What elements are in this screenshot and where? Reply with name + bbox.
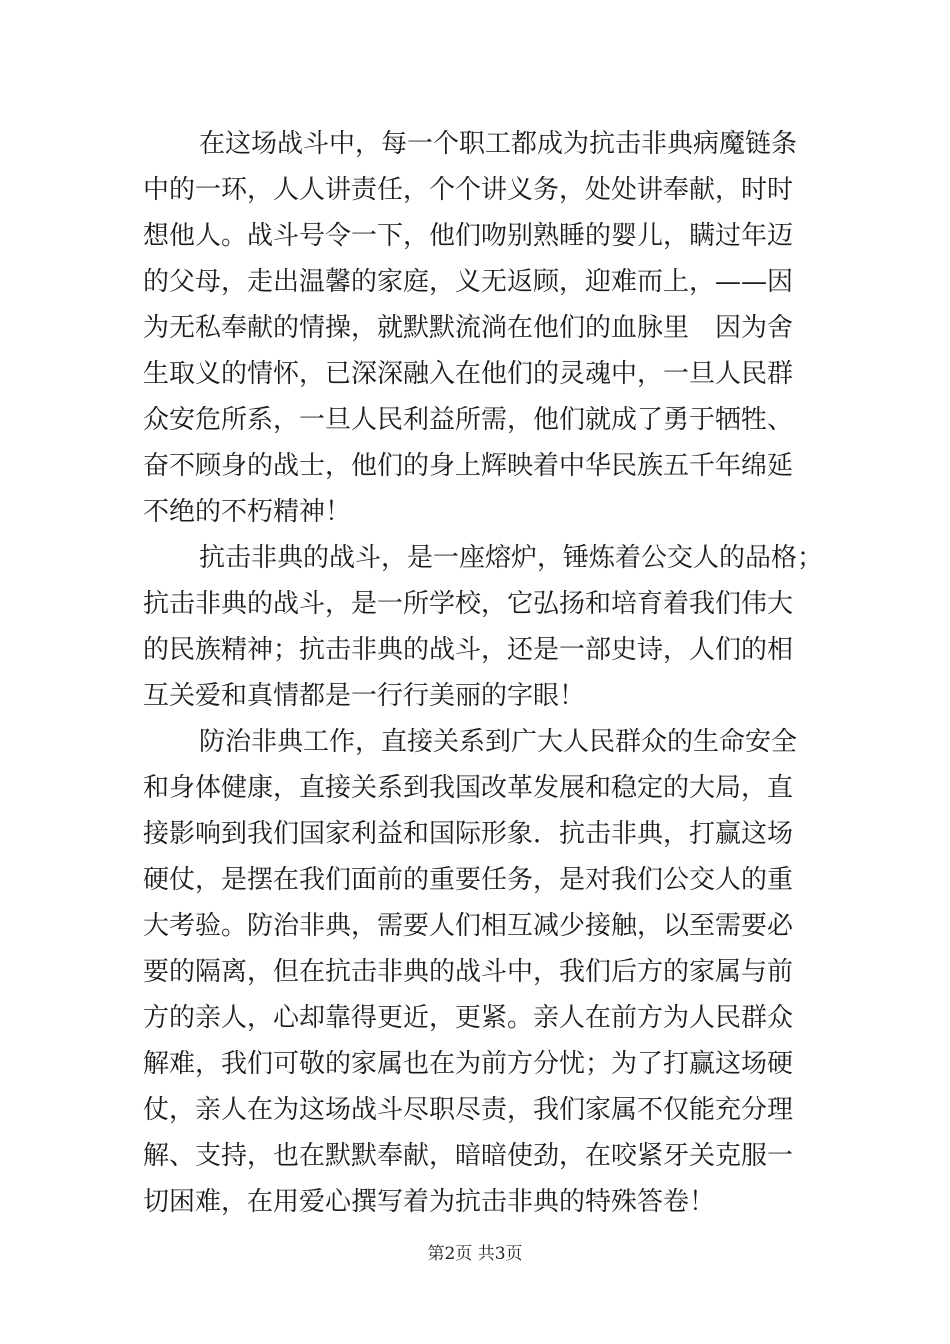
paragraph-2-line-4: 互关爱和真情都是一行行美丽的字眼！ [143, 681, 586, 711]
paragraph-1-line-8: 奋不顾身的战士，他们的身上辉映着中华民族五千年绵延 [143, 451, 794, 481]
paragraph-2-line-2: 抗击非典的战斗，是一所学校，它弘扬和培育着我们伟大 [143, 589, 794, 619]
paragraph-3-line-2: 和身体健康，直接关系到我国改革发展和稳定的大局，直 [143, 773, 794, 803]
paragraph-2-line-3: 的民族精神；抗击非典的战斗，还是一部史诗，人们的相 [143, 635, 794, 665]
paragraph-1-line-5: 为无私奉献的情操，就默默流淌在他们的血脉里 因为舍 [143, 313, 794, 343]
paragraph-3-line-11: 切困难，在用爱心撰写着为抗击非典的特殊答卷！ [143, 1187, 716, 1217]
paragraph-3-line-1: 防治非典工作，直接关系到广大人民群众的生命安全 [199, 727, 798, 757]
paragraph-3-line-5: 大考验。防治非典，需要人们相互减少接触，以至需要必 [143, 911, 794, 941]
paragraph-1-line-1: 在这场战斗中，每一个职工都成为抗击非典病魔链条 [199, 129, 798, 159]
paragraph-3-line-7: 方的亲人，心却靠得更近，更紧。亲人在前方为人民群众 [143, 1003, 794, 1033]
paragraph-1-line-6: 生取义的情怀，已深深融入在他们的灵魂中，一旦人民群 [143, 359, 794, 389]
paragraph-3-line-10: 解、支持，也在默默奉献，暗暗使劲，在咬紧牙关克服一 [143, 1141, 794, 1171]
paragraph-2-line-1: 抗击非典的战斗，是一座熔炉，锤炼着公交人的品格； [199, 543, 824, 573]
paragraph-3-line-8: 解难，我们可敬的家属也在为前方分忧；为了打赢这场硬 [143, 1049, 794, 1079]
paragraph-1-line-7: 众安危所系，一旦人民利益所需，他们就成了勇于牺牲、 [143, 405, 794, 435]
paragraph-1-line-2: 中的一环，人人讲责任，个个讲义务，处处讲奉献，时时 [143, 175, 794, 205]
paragraph-3-line-3: 接影响到我们国家利益和国际形象．抗击非典，打赢这场 [143, 819, 794, 849]
paragraph-3-line-9: 仗，亲人在为这场战斗尽职尽责，我们家属不仅能充分理 [143, 1095, 794, 1125]
paragraph-1-line-9: 不绝的不朽精神！ [143, 497, 352, 527]
page-footer: 第2页 共3页 [427, 1244, 523, 1264]
body-text [143, 121, 823, 1225]
paragraph-1-line-4: 的父母，走出温馨的家庭，义无返顾，迎难而上，——因 [143, 267, 794, 297]
paragraph-3-line-6: 要的隔离，但在抗击非典的战斗中，我们后方的家属与前 [143, 957, 794, 987]
paragraph-1-line-3: 想他人。战斗号令一下，他们吻别熟睡的婴儿，瞒过年迈 [143, 221, 794, 251]
paragraph-3-line-4: 硬仗，是摆在我们面前的重要任务，是对我们公交人的重 [143, 865, 794, 895]
